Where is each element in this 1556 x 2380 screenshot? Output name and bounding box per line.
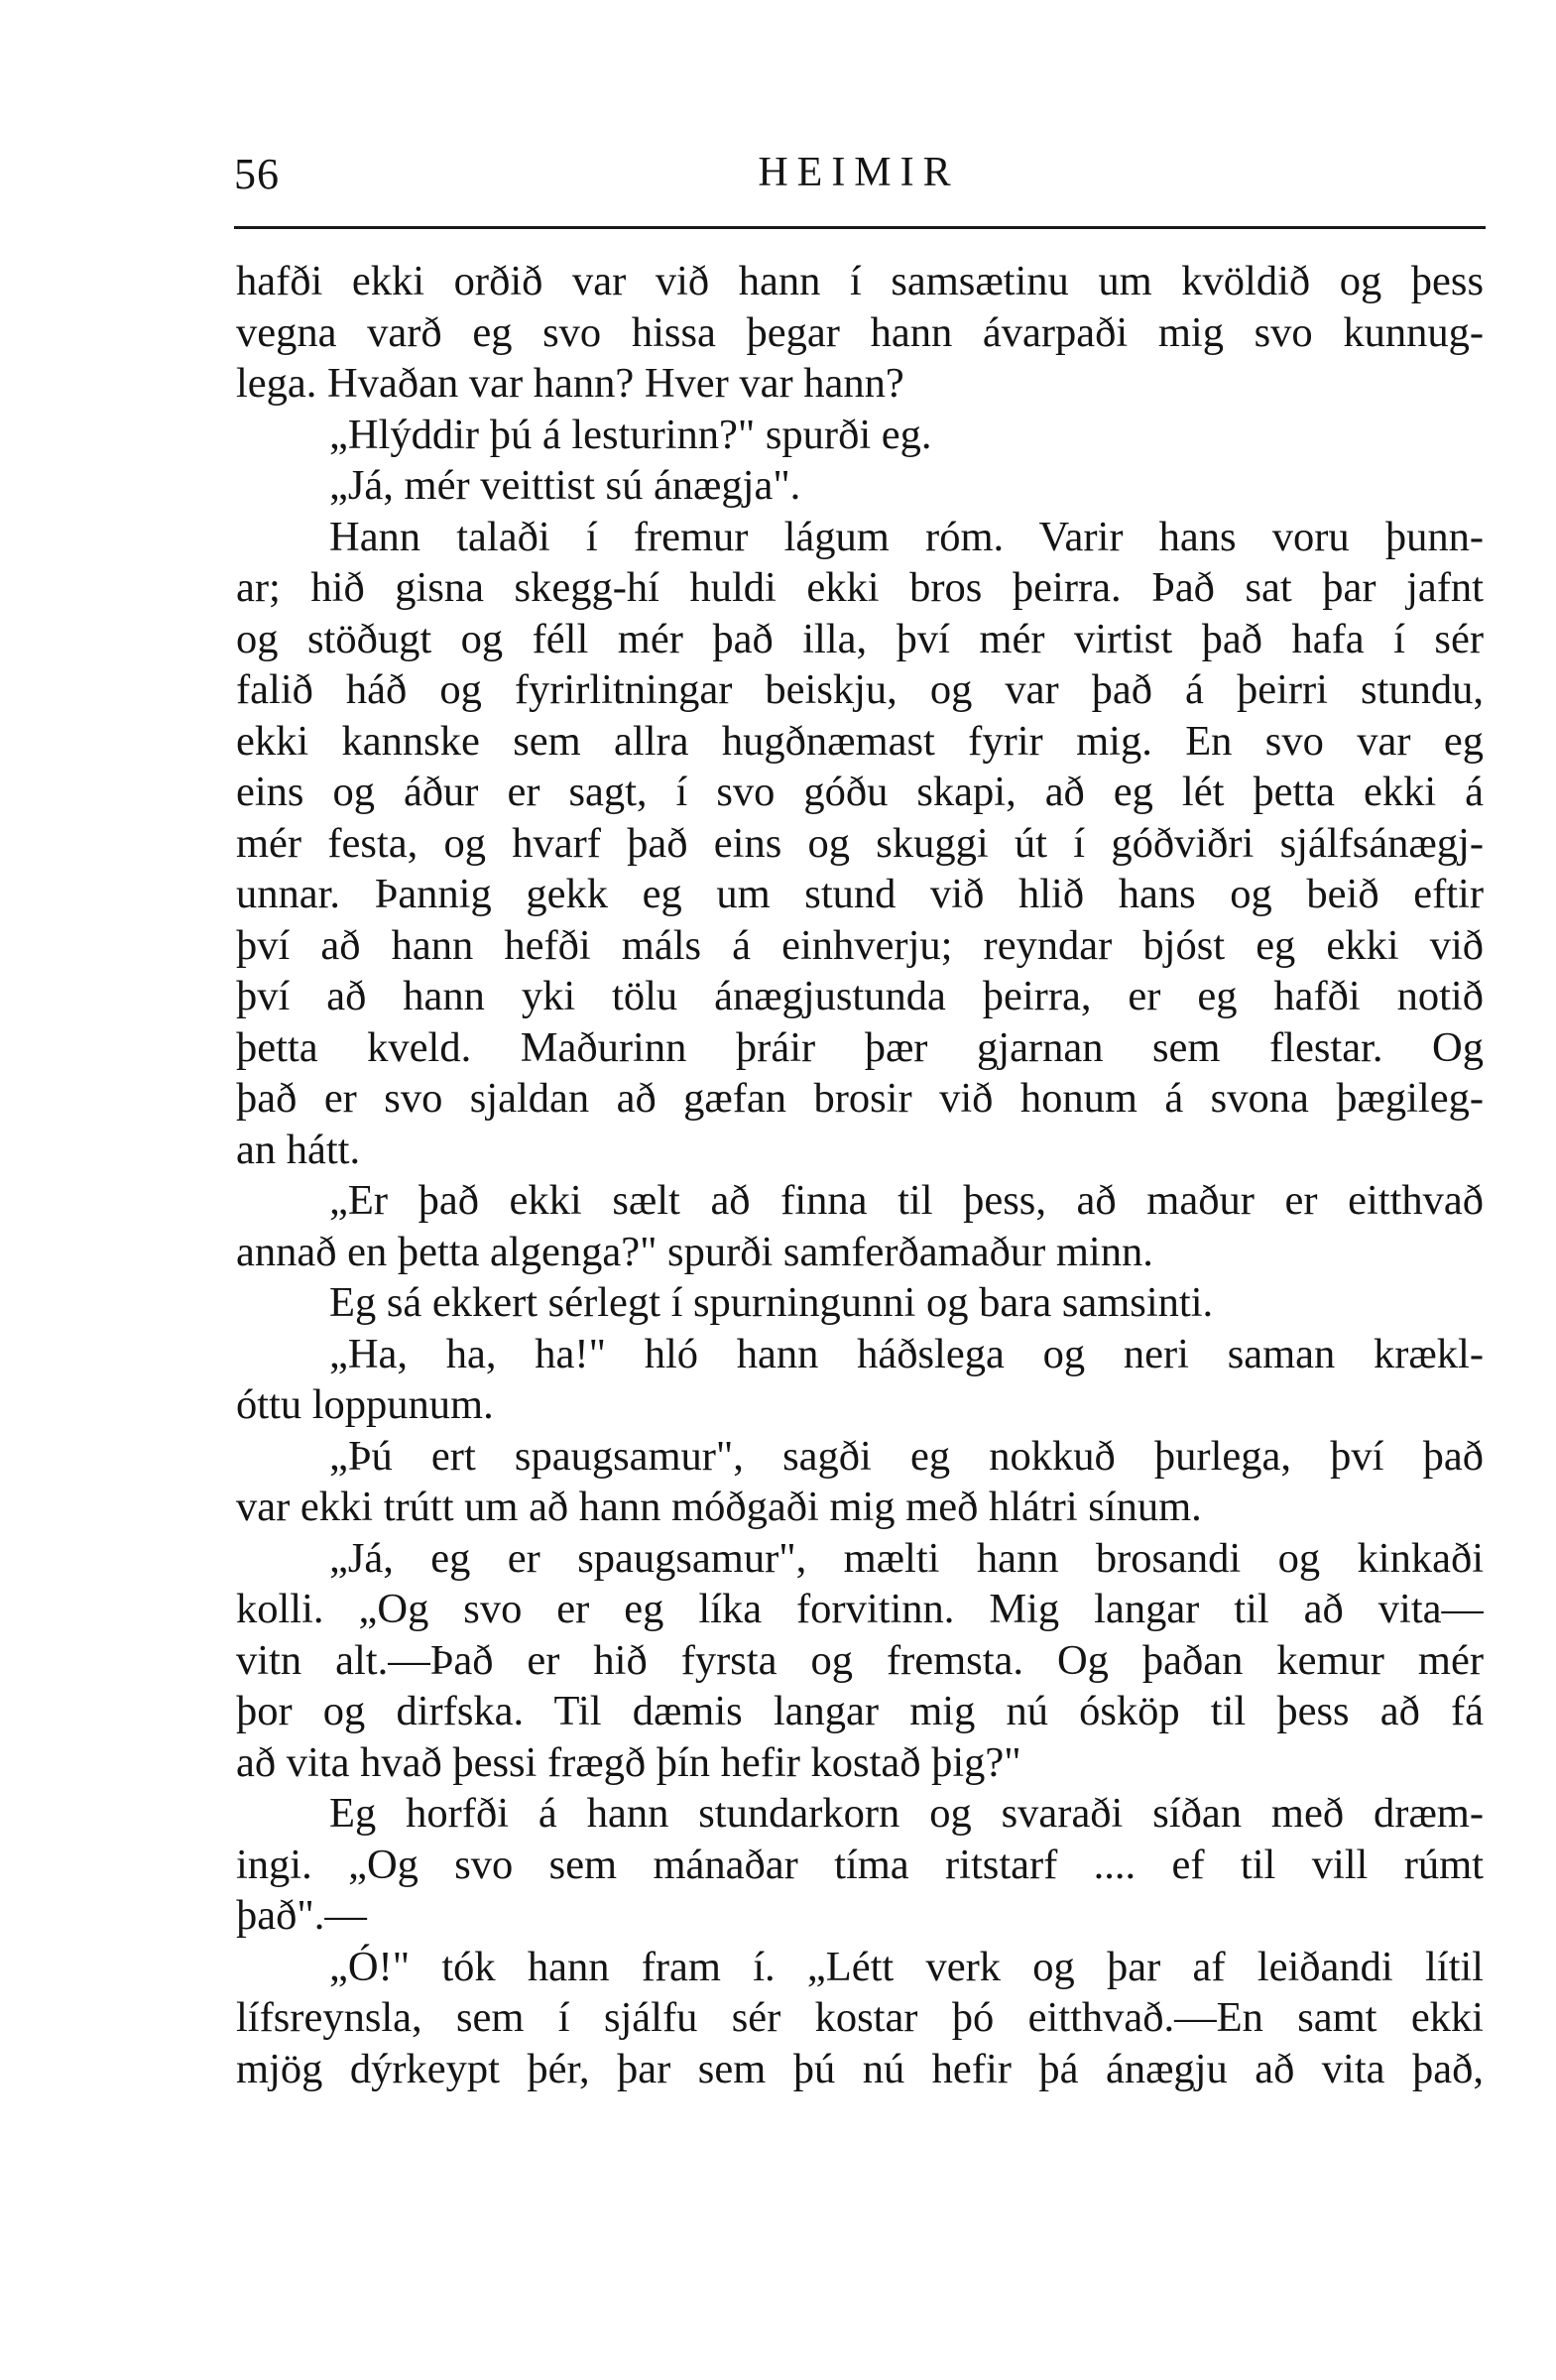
page-number: 56 — [234, 150, 280, 198]
text-line: Eg horfði á hann stundarkorn og svaraði síðan með dræm- — [329, 1790, 1484, 1837]
text-line: annað en þetta algenga?" spurði samferðamaður minn. — [236, 1228, 1153, 1275]
text-line: „Er það ekki sælt að finna til þess, að maður er eitthvað — [329, 1177, 1484, 1224]
text-line: lífsreynsla, sem í sjálfu sér kostar þó eitthvað.—En samt ekki — [236, 1994, 1484, 2041]
text-line: unnar. Þannig gekk eg um stund við hlið hans og beið eftir — [236, 871, 1484, 917]
text-line: Hann talaði í fremur lágum róm. Varir hans voru þunn- — [329, 513, 1484, 560]
text-line: var ekki trútt um að hann móðgaði mig með hlátri sínum. — [236, 1484, 1202, 1530]
text-line: því að hann yki tölu ánægjustunda þeirra, er eg hafði notið — [236, 973, 1484, 1019]
text-line: vitn alt.—Það er hið fyrsta og fremsta. Og þaðan kemur mér — [236, 1636, 1484, 1684]
text-line: „Ó!" tók hann fram í. „Létt verk og þar af leiðandi lítil — [329, 1943, 1484, 1990]
text-line: ingi. „Og svo sem mánaðar tíma ritstarf .... ef til vill rúmt — [236, 1841, 1484, 1888]
page-header — [234, 149, 1484, 218]
text-line: óttu loppunum. — [236, 1381, 494, 1428]
text-line: það".— — [236, 1892, 367, 1939]
text-line: kolli. „Og svo er eg líka forvitinn. Mig langar til að vita— — [236, 1586, 1484, 1632]
text-line: „Já, eg er spaugsamur", mælti hann brosandi og kinkaði — [329, 1534, 1484, 1582]
text-line: ekki kannske sem allra hugðnæmast fyrir mig. En svo var eg — [236, 717, 1484, 765]
text-line: þetta kveld. Maðurinn þráir þær gjarnan sem flestar. Og — [236, 1023, 1484, 1071]
text-line: falið háð og fyrirlitningar beiskju, og var það á þeirri stundu, — [236, 666, 1484, 713]
text-line: mjög dýrkeypt þér, þar sem þú nú hefir þá ánægju að vita það, — [236, 2045, 1484, 2092]
running-title: HEIMIR — [758, 150, 960, 195]
text-line: hafði ekki orðið var við hann í samsætinu um kvöldið og þess — [236, 258, 1484, 304]
text-line: „Hlýddir þú á lesturinn?" spurði eg. — [329, 411, 932, 458]
body-text — [236, 256, 1484, 2094]
text-line: þor og dirfska. Til dæmis langar mig nú ósköp til þess að fá — [236, 1688, 1484, 1734]
text-line: lega. Hvaðan var hann? Hver var hann? — [236, 360, 904, 407]
text-line: og stöðugt og féll mér það illa, því mér virtist það hafa í sér — [236, 615, 1484, 662]
text-line: því að hann hefði máls á einhverju; reyndar bjóst eg ekki við — [236, 921, 1484, 969]
text-line: Eg sá ekkert sérlegt í spurningunni og bara samsinti. — [329, 1279, 1214, 1326]
text-line: vegna varð eg svo hissa þegar hann ávarpaði mig svo kunnug- — [236, 308, 1484, 356]
text-line: an hátt. — [236, 1126, 361, 1173]
text-line: „Þú ert spaugsamur", sagði eg nokkuð þurlega, því það — [329, 1432, 1484, 1480]
text-line: mér festa, og hvarf það eins og skuggi út í góðviðri sjálfsánægj- — [236, 819, 1484, 867]
text-line: ar; hið gisna skegg-hí huldi ekki bros þeirra. Það sat þar jafnt — [236, 564, 1484, 611]
header-rule — [234, 226, 1486, 229]
text-line: eins og áður er sagt, í svo góðu skapi, að eg lét þetta ekki á — [236, 769, 1484, 815]
text-line: „Ha, ha, ha!" hló hann háðslega og neri saman krækl- — [329, 1330, 1484, 1377]
text-line: „Já, mér veittist sú ánægja". — [329, 462, 801, 509]
text-line: að vita hvað þessi frægð þín hefir kostað þig?" — [236, 1738, 1021, 1786]
text-line: það er svo sjaldan að gæfan brosir við honum á svona þægileg- — [236, 1075, 1484, 1122]
